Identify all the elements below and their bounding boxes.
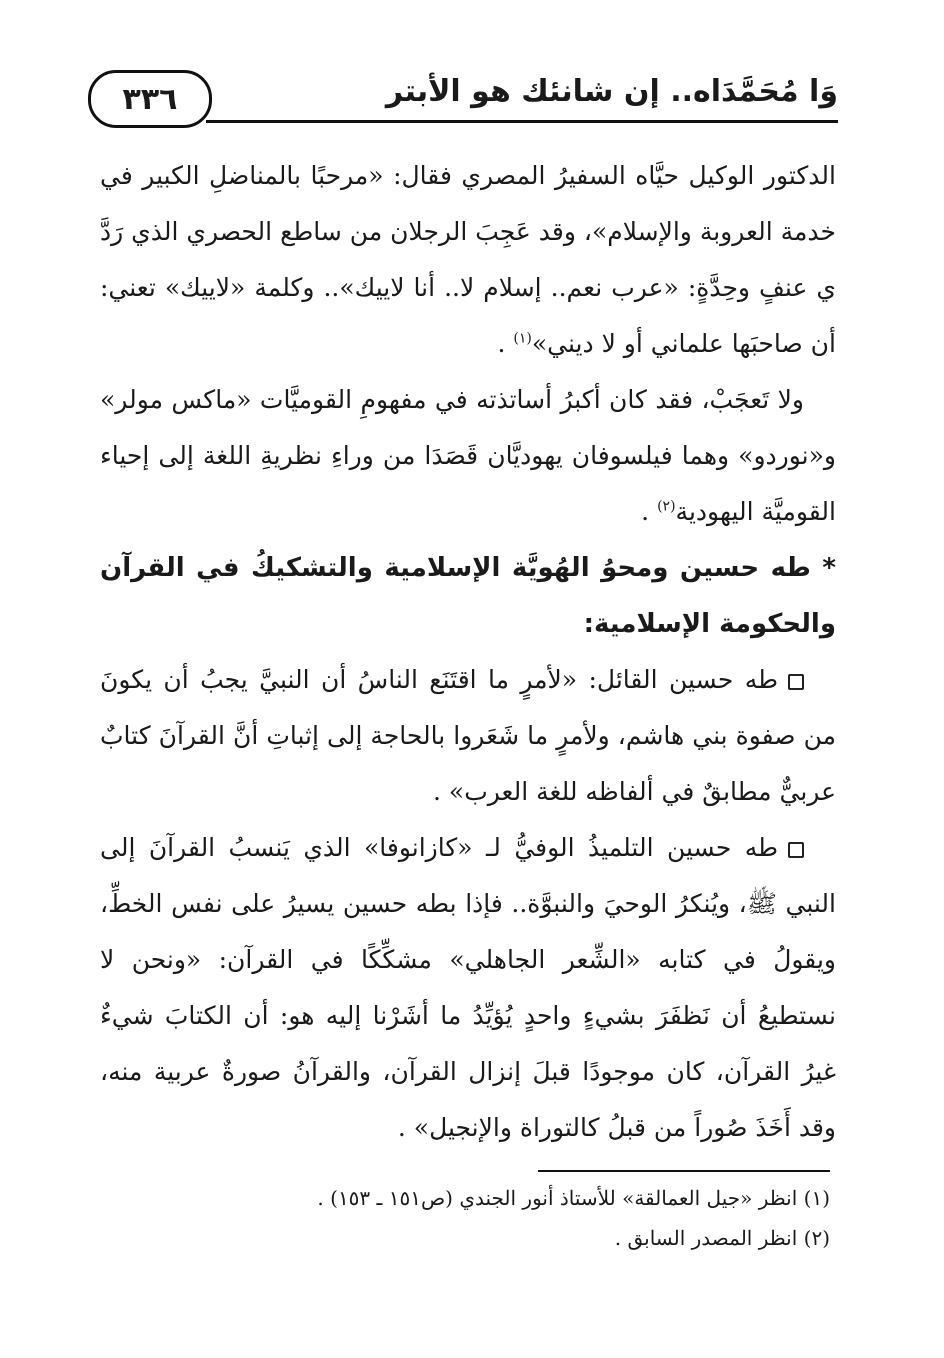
header-rule [206,120,838,123]
paragraph-1-text: الدكتور الوكيل حيَّاه السفيرُ المصري فقال: «مرحبًا بالمناضلِ الكبير في خدمة العروبة والإسلام»، وقد عَجِبَ الرجلان من ساطع الحصري الذي رَدَّ ي عنفٍ وحِدَّةٍ: «عرب نعم.. إسلام لا.. أنا لاييك».. وكلمة «لاييك» تعني: أن صاحبَها علماني أو لا ديني» [100,161,836,358]
section-heading: * طه حسين ومحوُ الهُويَّة الإسلامية والتشكيكُ في القرآن والحكومة الإسلامية: [100,553,836,639]
square-bullet-icon [788,674,804,690]
paragraph-2 [100,372,836,540]
paragraph-3-text: طه حسين القائل: «لأمرٍ ما اقتَنَع الناسُ أن النبيَّ يجبُ أن يكونَ من صفوة بني هاشم، ولأمرٍ ما شَعَروا بالحاجة إلى إثباتِ أنَّ القرآنَ كتابٌ عربيٌّ مطابقٌ في ألفاظه للغة العرب» . [100,665,836,806]
footnote-ref-2[interactable]: (٢) [657,498,676,515]
footnote-ref-1[interactable]: (١) [513,330,532,347]
page-number: ٣٣٦ [88,70,212,128]
paragraph-4-text: طه حسين التلميذُ الوفيُّ لـ «كازانوفا» الذي يَنسبُ القرآنَ إلى النبي ﷺ، ويُنكرُ الوحيَ والنبوَّة.. فإذا بطه حسين يسيرُ على نفس الخطِّ، ويقولُ في كتابه «الشِّعر الجاهلي» مشكِّكًا في القرآن: «ونحن لا نستطيعُ أن نَظفَرَ بشيءٍ واحدٍ يُؤيِّدُ ما أشَرْنا إليه هو: أن الكتابَ شيءٌ غيرُ القرآن، كان موجودًا قبلَ إنزال القرآن، والقرآنُ صورةٌ عربية منه، وقد أَخَذَ صُوراً من قبلُ كالتوراة والإنجيل» . [100,833,836,1142]
paragraph-3 [100,652,836,820]
body-text [100,148,836,1156]
footnote-1: (١) انظر «جيل العمالقة» للأستاذ أنور الجندي (ص١٥١ ـ ١٥٣) . [317,1186,830,1210]
running-title: وَا مُحَمَّدَاه.. إن شانئك هو الأبتر [385,74,838,109]
footnotes [300,1178,830,1258]
paragraph-2-text: ولا تَعجَبْ، فقد كان أكبرُ أساتذته في مفهومِ القوميَّات «ماكس مولر» و«نوردو» وهما فيلسوفان يهوديَّان قَصَدَا من وراءِ نظريةِ اللغة إلى إحياء القوميَّة اليهودية [100,385,836,526]
paragraph-1 [100,148,836,372]
page-header [88,64,838,128]
paragraph-2-end: . [641,497,658,526]
footnote-separator [538,1170,830,1172]
paragraph-4 [100,820,836,1156]
footnote-2: (٢) انظر المصدر السابق . [614,1226,830,1250]
square-bullet-icon [788,842,804,858]
paragraph-1-end: . [497,329,514,358]
